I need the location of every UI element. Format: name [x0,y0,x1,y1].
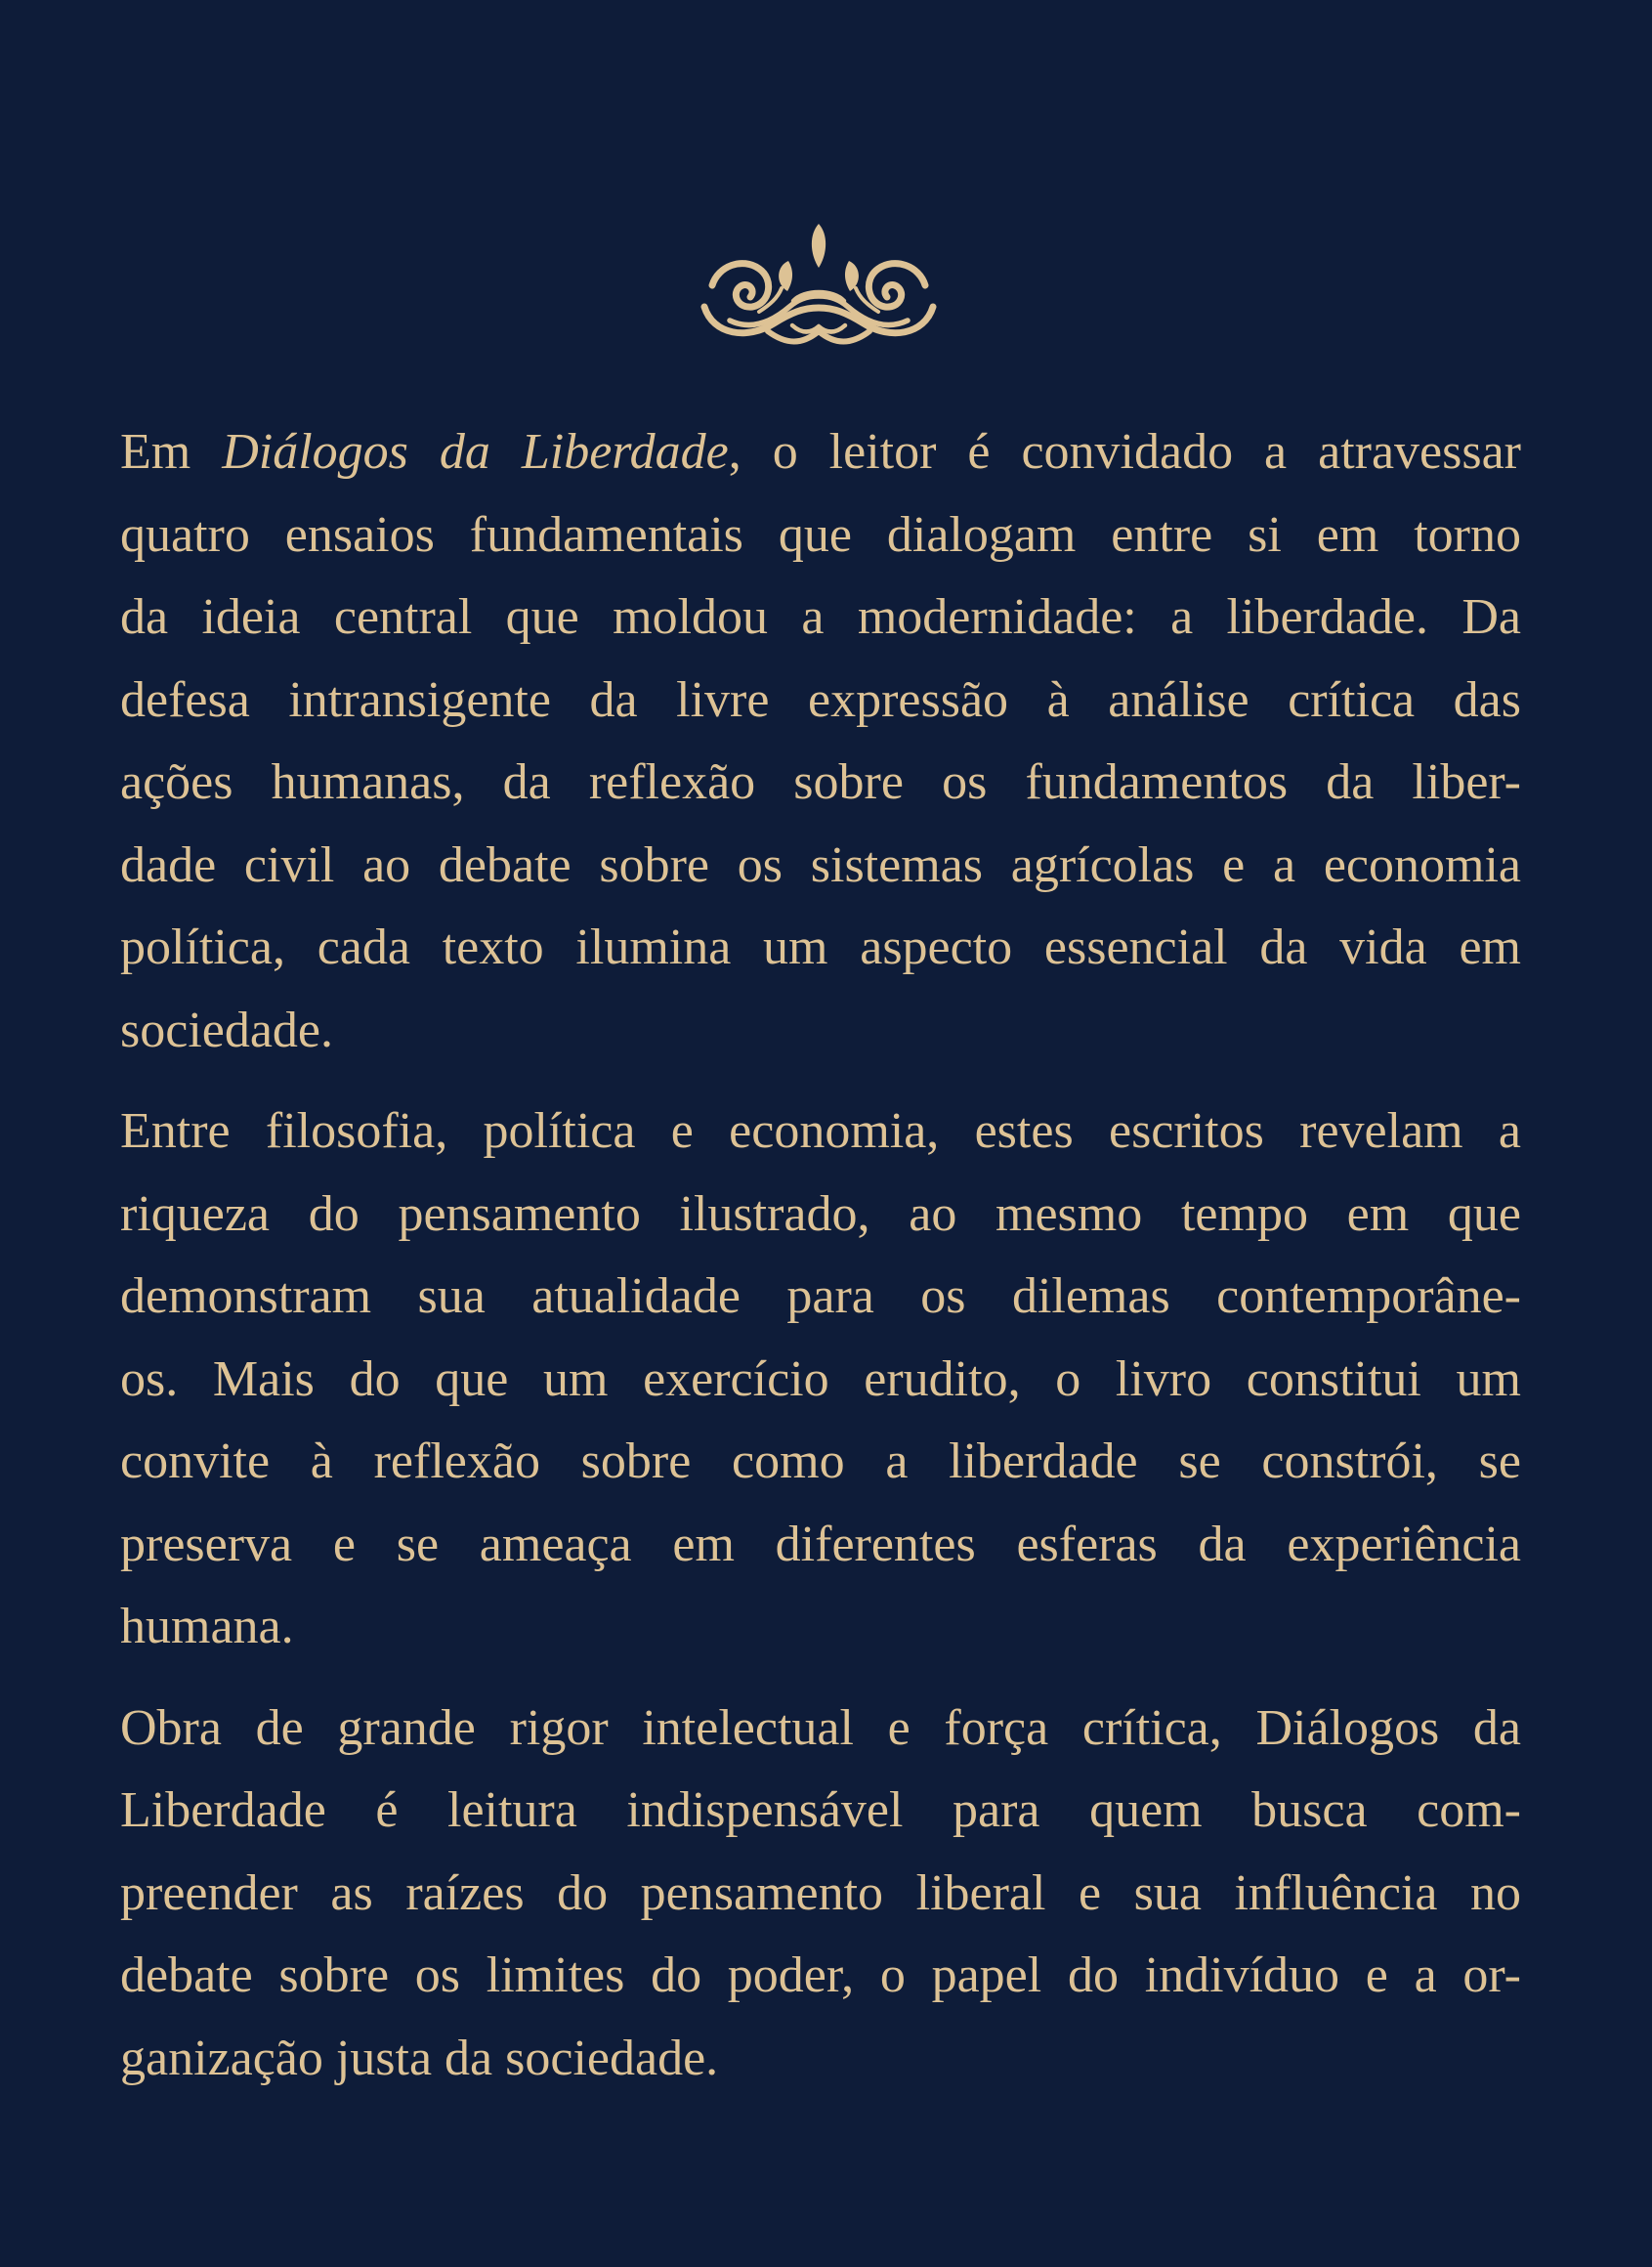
text-line [120,990,1521,1073]
text-segment: Obra de grande rigor intelectual e força crítica, Diálogos da [120,1699,1521,1756]
text-line [120,1091,1521,1174]
text-line [120,1853,1521,1936]
synopsis-paragraph [120,411,1521,1072]
text-segment: política, cada texto ilumina um aspecto essencial da vida em [120,920,1521,975]
text-segment: sociedade. [120,1002,334,1058]
text-line [120,1256,1521,1339]
text-segment: , o leitor é convidado a atravessar [728,424,1521,480]
text-line [120,577,1521,660]
text-segment: demonstram sua atualidade para os dilemas contemporâne- [120,1268,1521,1324]
book-title-italic: Diálogos da Liberdade [222,424,729,480]
text-line [120,1935,1521,2018]
text-line [120,1688,1521,1771]
text-segment: preserva e se ameaça em diferentes esferas da experiência [120,1516,1521,1572]
text-line [120,1770,1521,1853]
text-segment: ganização justa da sociedade. [120,2030,719,2086]
synopsis-paragraph [120,1091,1521,1669]
text-segment: Entre filosofia, política e economia, estes escritos revelam a [120,1103,1521,1159]
text-segment: dade civil ao debate sobre os sistemas agrícolas e a economia [120,836,1521,893]
text-line [120,1586,1521,1669]
text-segment: preender as raízes do pensamento liberal e sua influência no [120,1864,1521,1921]
text-line [120,1339,1521,1422]
text-line [120,1174,1521,1257]
text-line [120,2018,1521,2101]
text-segment: da ideia central que moldou a modernidade: a liberdade. Da [120,589,1521,645]
text-segment: quatro ensaios fundamentais que dialogam entre si em torno [120,506,1521,563]
text-line [120,660,1521,743]
text-line [120,494,1521,577]
text-segment: Liberdade é leitura indispensável para quem busca com- [120,1782,1521,1838]
synopsis-text [120,411,1521,2118]
text-segment: convite à reflexão sobre como a liberdade se constrói, se [120,1433,1521,1489]
text-line [120,907,1521,990]
text-segment: riqueza do pensamento ilustrado, ao mesmo tempo em que [120,1185,1521,1242]
text-segment: ações humanas, da reflexão sobre os fundamentos da liber- [120,754,1521,810]
text-line [120,1504,1521,1587]
text-line [120,742,1521,825]
fleuron-icon [684,211,953,358]
text-line [120,411,1521,494]
text-segment: os. Mais do que um exercício erudito, o livro constitui um [120,1350,1521,1407]
text-segment: humana. [120,1599,294,1654]
text-line [120,1421,1521,1504]
text-segment: Em [120,424,223,480]
synopsis-paragraph [120,1688,1521,2101]
text-line [120,825,1521,908]
text-segment: defesa intransigente da livre expressão à análise crítica das [120,671,1521,728]
text-segment: debate sobre os limites do poder, o papel do indivíduo e a or- [120,1947,1521,2003]
